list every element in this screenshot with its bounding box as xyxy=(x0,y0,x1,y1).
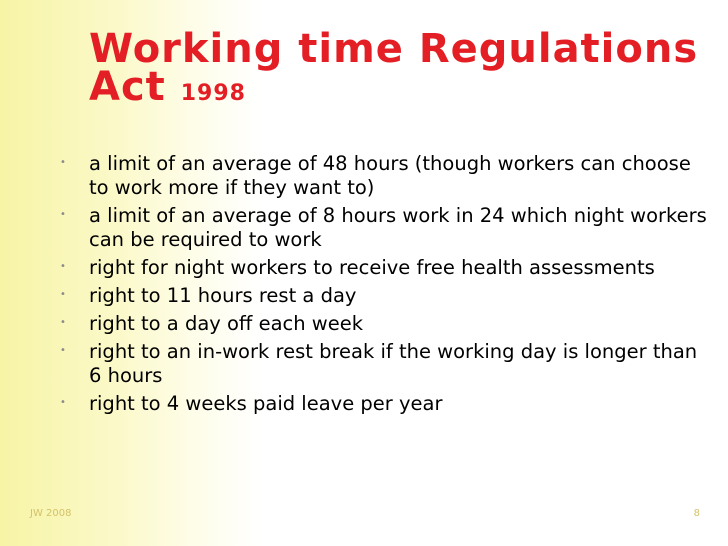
bullet-text: right to an in-work rest break if the working day is longer than 6 hours xyxy=(89,340,698,387)
list-item xyxy=(60,392,710,416)
bullet-text: a limit of an average of 48 hours (though workers can choose to work more if they want to) xyxy=(89,152,691,199)
bullet-icon: • xyxy=(60,157,66,168)
bullet-text: a limit of an average of 8 hours work in 24 which night workers can be required to work xyxy=(89,204,707,251)
list-item xyxy=(60,284,710,308)
slide-title xyxy=(89,26,709,113)
bullet-icon: • xyxy=(60,345,66,356)
list-item xyxy=(60,204,710,252)
bullet-text: right for night workers to receive free health assessments xyxy=(89,256,655,279)
bullet-list xyxy=(60,152,710,420)
title-year: 1998 xyxy=(180,81,246,106)
bullet-icon: • xyxy=(60,289,66,300)
bullet-text: right to 4 weeks paid leave per year xyxy=(89,392,443,415)
footer-author: JW 2008 xyxy=(30,508,72,519)
bullet-text: right to 11 hours rest a day xyxy=(89,284,357,307)
page-number: 8 xyxy=(693,508,700,519)
bullet-icon: • xyxy=(60,317,66,328)
title-main: Working time Regulations Act xyxy=(89,26,699,110)
list-item xyxy=(60,312,710,336)
list-item xyxy=(60,256,710,280)
bullet-text: right to a day off each week xyxy=(89,312,364,335)
bullet-icon: • xyxy=(60,261,66,272)
list-item xyxy=(60,340,710,388)
list-item xyxy=(60,152,710,200)
bullet-icon: • xyxy=(60,209,66,220)
bullet-icon: • xyxy=(60,397,66,408)
